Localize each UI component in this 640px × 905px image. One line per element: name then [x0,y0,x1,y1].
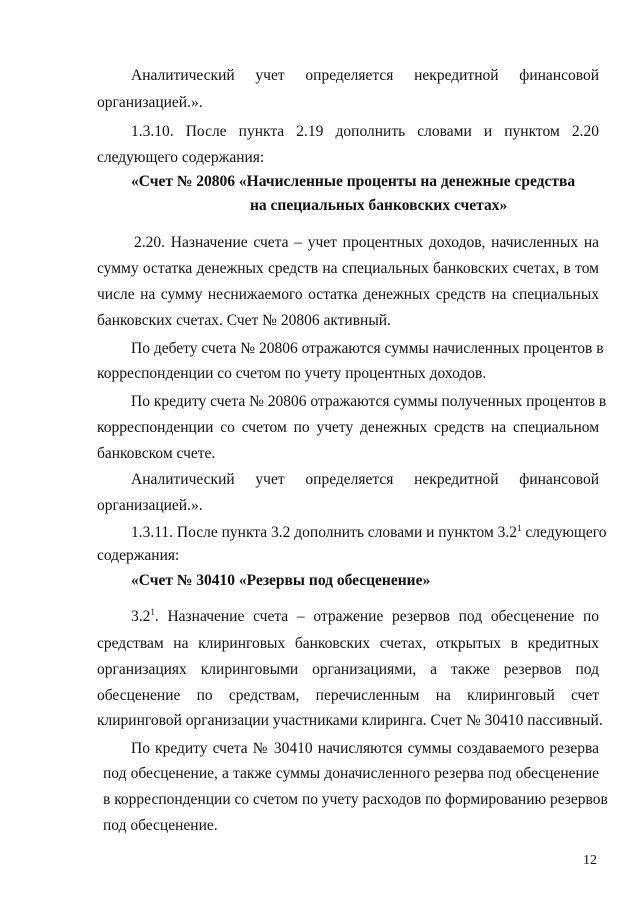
text-line: банковском счете. [97,445,216,462]
text-fragment: следующего [525,524,607,541]
text-line: По дебету счета № 20806 отражаются суммы начисленных процентов в [131,340,604,357]
text-fragment [131,607,155,627]
text-line [131,607,599,627]
text-fragment: 1.3.11. После пункта 3.2 дополнить словами и пунктом 3.2 [131,524,518,541]
superscript: 1 [150,606,155,617]
section-heading: на специальных банковских счетах» [250,197,508,214]
text-line: обесценение по средствам, перечисленным на клиринговый счет [97,687,599,704]
text-line: в корреспонденции со счетом по учету расходов по формированию резервов [103,791,608,808]
text-line: По кредиту счета № 20806 отражаются суммы полученных процентов в [131,393,607,410]
text-line: средствам на клиринговых банковских счетах, открытых в кредитных [97,635,599,652]
text-line: содержания: [97,547,180,564]
text-line: банковских счетах. Счет № 20806 активный. [97,312,391,329]
text-line [131,522,607,543]
superscript: 1 [517,522,522,533]
page-number: 12 [583,853,597,868]
text-line: под обесценение, а также суммы доначисленного резерва под обесценение [103,765,599,782]
text-line: следующего содержания: [97,149,265,166]
text-line: 2.20. Назначение счета – учет процентных доходов, начисленных на [134,234,599,251]
text-fragment: 3.2 [131,608,151,625]
text-line: числе на сумму неснижаемого остатка денежных средств на специальных [97,286,599,303]
text-line: клиринговой организации участниками клиринга. Счет № 30410 пассивный. [97,712,603,729]
section-heading: «Счет № 20806 «Начисленные проценты на денежные средства [131,173,576,190]
text-line: Аналитический учет определяется некредитной финансовой [131,471,599,488]
section-heading: «Счет № 30410 «Резервы под обесценение» [131,572,431,589]
text-line: корреспонденции со счетом по учету процентных доходов. [97,365,487,382]
text-line: 1.3.10. После пункта 2.19 дополнить словами и пунктом 2.20 [131,123,599,140]
text-line: корреспонденции со счетом по учету денежных средств на специальном [97,419,599,436]
text-line: сумму остатка денежных средств на специальных банковских счетах, в том [97,260,599,277]
text-line: под обесценение. [103,817,218,834]
text-line: организациях клиринговыми организациями, а также резервов под [97,661,599,678]
text-line: По кредиту счета № 30410 начисляются суммы создаваемого резерва [131,740,599,757]
text-line: организацией.». [97,94,203,111]
text-line: организацией.». [97,497,203,514]
text-fragment: . Назначение счета – отражение резервов под обесценение по [154,608,599,625]
text-line: Аналитический учет определяется некредитной финансовой [131,67,599,84]
